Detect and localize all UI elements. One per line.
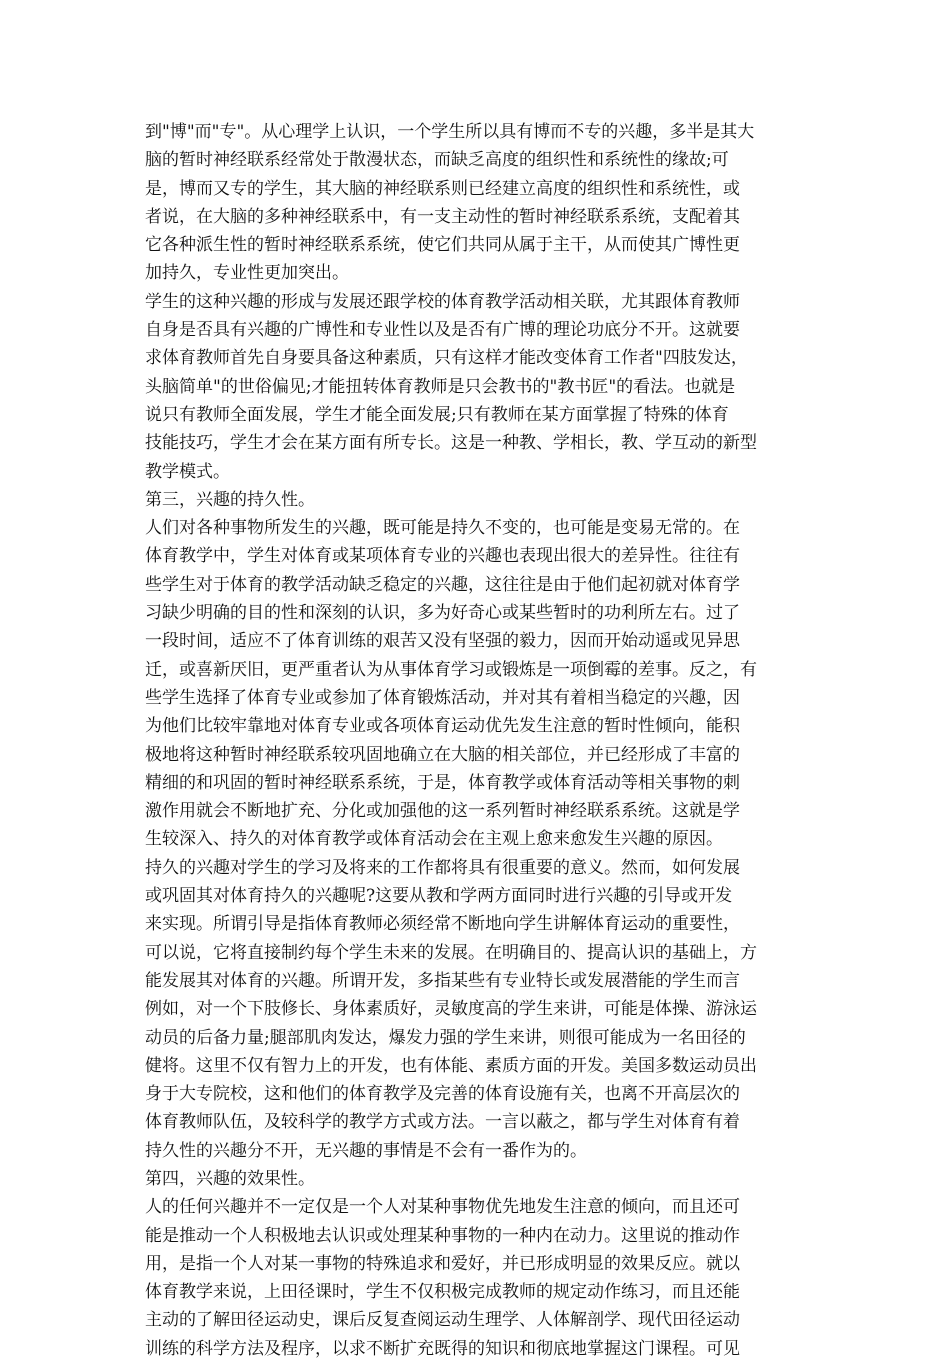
text-line: 体育教学来说，上田径课时，学生不仅积极完成教师的规定动作练习，而且还能 — [145, 1282, 740, 1303]
text-line: 为他们比较牢靠地对体育专业或各项体育运动优先发生注意的暂时性倾向，能积 — [145, 716, 740, 737]
text-line: 人们对各种事物所发生的兴趣，既可能是持久不变的，也可能是变易无常的。在 — [145, 518, 740, 539]
text-line: 体育教学中，学生对体育或某项体育专业的兴趣也表现出很大的差异性。往往有 — [145, 546, 740, 567]
text-line: 来实现。所谓引导是指体育教师必须经常不断地向学生讲解体育运动的重要性， — [145, 914, 740, 935]
document-body — [145, 118, 809, 1363]
text-line: 人的任何兴趣并不一定仅是一个人对某种事物优先地发生注意的倾向，而且还可 — [145, 1197, 740, 1218]
text-line: 加持久，专业性更加突出。 — [145, 263, 349, 284]
text-line: 说只有教师全面发展，学生才能全面发展;只有教师在某方面掌握了特殊的体育 — [145, 404, 729, 425]
text-line: 习缺少明确的目的性和深刻的认识，多为好奇心或某些暂时的功利所左右。过了 — [145, 603, 740, 624]
text-line: 头脑简单"的世俗偏见;才能扭转体育教师是只会教书的"教书匠"的看法。也就是 — [145, 376, 736, 397]
text-line: 生较深入、持久的对体育教学或体育活动会在主观上愈来愈发生兴趣的原因。 — [145, 829, 723, 850]
text-line: 用，是指一个人对某一事物的特殊追求和爱好，并已形成明显的效果反应。就以 — [145, 1253, 740, 1274]
text-line: 激作用就会不断地扩充、分化或加强他的这一系列暂时神经联系系统。这就是学 — [145, 801, 740, 822]
text-line: 技能技巧，学生才会在某方面有所专长。这是一种教、学相长，教、学互动的新型 — [145, 433, 757, 454]
text-line: 求体育教师首先自身要具备这种素质，只有这样才能改变体育工作者"四肢发达， — [145, 348, 748, 369]
text-line: 能是推动一个人积极地去认识或处理某种事物的一种内在动力。这里说的推动作 — [145, 1225, 740, 1246]
text-line: 身于大专院校，这和他们的体育教学及完善的体育设施有关，也离不开高层次的 — [145, 1084, 740, 1105]
text-line: 自身是否具有兴趣的广博性和专业性以及是否有广博的理论功底分不开。这就要 — [145, 320, 740, 341]
text-line: 训练的科学方法及程序，以求不断扩充既得的知识和彻底地掌握这门课程。可见 — [145, 1338, 740, 1359]
text-line: 健将。这里不仅有智力上的开发，也有体能、素质方面的开发。美国多数运动员出 — [145, 1055, 757, 1076]
text-line: 者说，在大脑的多种神经联系中，有一支主动性的暂时神经联系系统，支配着其 — [145, 206, 740, 227]
text-line: 它各种派生性的暂时神经联系系统，使它们共同从属于主干，从而使其广博性更 — [145, 235, 740, 256]
text-line: 动员的后备力量;腿部肌肉发达，爆发力强的学生来讲，则很可能成为一名田径的 — [145, 1027, 746, 1048]
text-line: 或巩固其对体育持久的兴趣呢?这要从教和学两方面同时进行兴趣的引导或开发 — [145, 886, 733, 907]
text-line: 到"博"而"专"。从心理学上认识，一个学生所以具有博而不专的兴趣，多半是其大 — [145, 122, 755, 142]
text-line: 脑的暂时神经联系经常处于散漫状态，而缺乏高度的组织性和系统性的缘故;可 — [145, 150, 729, 171]
text-line: 可以说，它将直接制约每个学生未来的发展。在明确目的、提高认识的基础上，方 — [145, 942, 757, 963]
text-line: 持久的兴趣对学生的学习及将来的工作都将具有很重要的意义。然而，如何发展 — [145, 857, 740, 878]
text-line: 教学模式。 — [145, 461, 230, 482]
text-line: 极地将这种暂时神经联系较巩固地确立在大脑的相关部位，并已经形成了丰富的 — [145, 744, 740, 765]
text-line: 是，博而又专的学生，其大脑的神经联系则已经建立高度的组织性和系统性，或 — [145, 178, 740, 199]
text-line: 学生的这种兴趣的形成与发展还跟学校的体育教学活动相关联，尤其跟体育教师 — [145, 291, 740, 312]
text-line: 第四，兴趣的效果性。 — [145, 1168, 315, 1189]
text-line: 精细的和巩固的暂时神经联系系统，于是，体育教学或体育活动等相关事物的刺 — [145, 772, 740, 793]
text-line: 持久性的兴趣分不开，无兴趣的事情是不会有一番作为的。 — [145, 1140, 587, 1161]
text-line: 些学生对于体育的教学活动缺乏稳定的兴趣，这往往是由于他们起初就对体育学 — [145, 574, 740, 595]
text-line: 迁，或喜新厌旧，更严重者认为从事体育学习或锻炼是一项倒霉的差事。反之，有 — [145, 659, 757, 680]
text-line: 能发展其对体育的兴趣。所谓开发，多指某些有专业特长或发展潜能的学生而言 — [145, 970, 740, 991]
text-line: 些学生选择了体育专业或参加了体育锻炼活动，并对其有着相当稳定的兴趣，因 — [145, 687, 740, 708]
text-line: 主动的了解田径运动史，课后反复查阅运动生理学、人体解剖学、现代田径运动 — [145, 1310, 740, 1331]
text-line: 第三，兴趣的持久性。 — [145, 489, 315, 510]
text-line: 例如，对一个下肢修长、身体素质好，灵敏度高的学生来讲，可能是体操、游泳运 — [145, 999, 757, 1020]
text-line: 一段时间，适应不了体育训练的艰苦又没有坚强的毅力，因而开始动遥或见异思 — [145, 631, 740, 652]
text-line: 体育教师队伍，及较科学的教学方式或方法。一言以蔽之，都与学生对体育有着 — [145, 1112, 740, 1133]
